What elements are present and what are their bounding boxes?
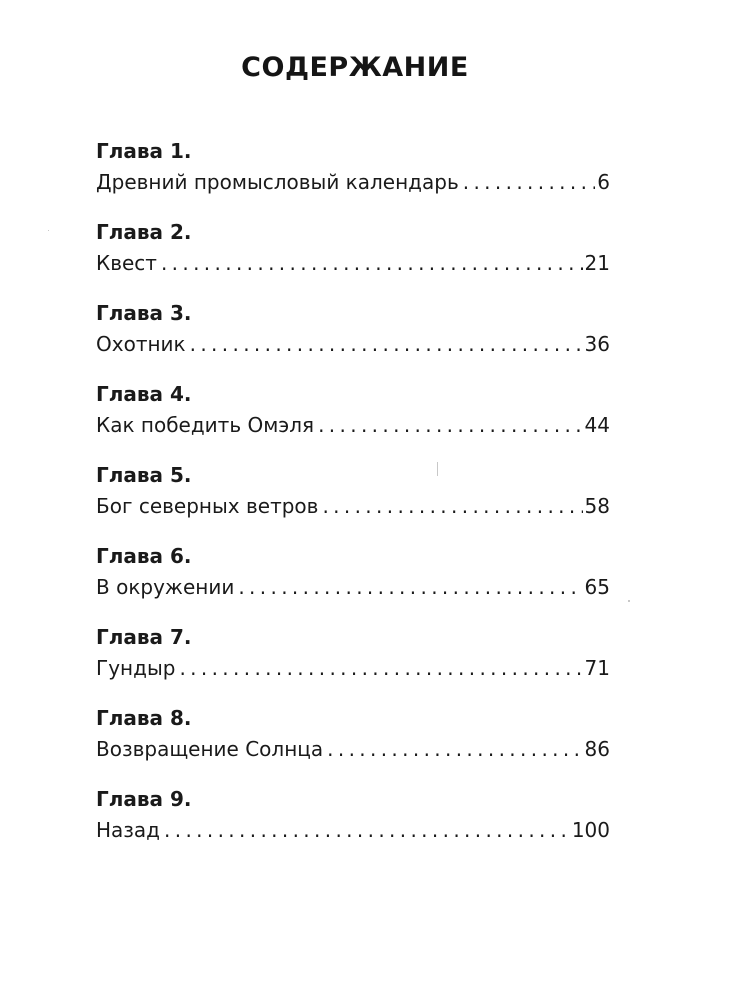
toc-line (96, 735, 610, 763)
chapter-number: Глава 9. (96, 787, 192, 811)
page-number: 65 (584, 575, 610, 599)
chapter-title: Возвращение Солнца (96, 737, 324, 761)
toc-line (96, 816, 610, 844)
paper-speck (48, 230, 49, 231)
toc-entry (96, 705, 610, 786)
toc-entry (96, 219, 610, 300)
toc-line (96, 168, 610, 196)
toc-line (96, 492, 610, 520)
page-number: 71 (584, 656, 610, 680)
toc-line (96, 573, 610, 601)
chapter-title: Как победить Омэля (96, 413, 315, 437)
chapter-title: В окружении (96, 575, 235, 599)
dot-leader (238, 573, 582, 601)
page-number: 100 (571, 818, 610, 842)
toc-line (96, 654, 610, 682)
page-number: 58 (584, 494, 610, 518)
chapter-number: Глава 3. (96, 301, 192, 325)
toc-line (96, 411, 610, 439)
chapter-number: Глава 2. (96, 220, 192, 244)
chapter-title: Древний промысловый календарь (96, 170, 459, 194)
chapter-number: Глава 5. (96, 463, 192, 487)
page-number: 36 (584, 332, 610, 356)
toc-entry (96, 624, 610, 705)
chapter-number: Глава 6. (96, 544, 192, 568)
chapter-number: Глава 1. (96, 139, 192, 163)
page-number: 86 (584, 737, 610, 761)
toc-entry (96, 462, 610, 543)
chapter-title: Охотник (96, 332, 186, 356)
toc-entry (96, 381, 610, 462)
chapter-title: Гундыр (96, 656, 176, 680)
page-number: 6 (597, 170, 610, 194)
dot-leader (161, 249, 583, 277)
toc-entry (96, 786, 610, 867)
dot-leader (190, 330, 583, 358)
page-number: 21 (584, 251, 610, 275)
toc-entry (96, 138, 610, 219)
toc-entry (96, 300, 610, 381)
chapter-number: Глава 4. (96, 382, 192, 406)
toc-entry (96, 543, 610, 624)
dot-leader (318, 411, 582, 439)
dot-leader (463, 168, 596, 196)
dot-leader (327, 735, 582, 763)
chapter-title: Бог северных ветров (96, 494, 319, 518)
chapter-number: Глава 7. (96, 625, 192, 649)
paper-speck (437, 462, 438, 476)
toc-line (96, 330, 610, 358)
page-title: СОДЕРЖАНИЕ (241, 52, 469, 83)
dot-leader (179, 654, 582, 682)
page-number: 44 (584, 413, 610, 437)
chapter-title: Квест (96, 251, 157, 275)
chapter-title: Назад (96, 818, 161, 842)
chapter-number: Глава 8. (96, 706, 192, 730)
table-of-contents (96, 138, 610, 867)
paper-speck (628, 600, 630, 602)
toc-line (96, 249, 610, 277)
dot-leader (322, 492, 582, 520)
dot-leader (164, 816, 570, 844)
